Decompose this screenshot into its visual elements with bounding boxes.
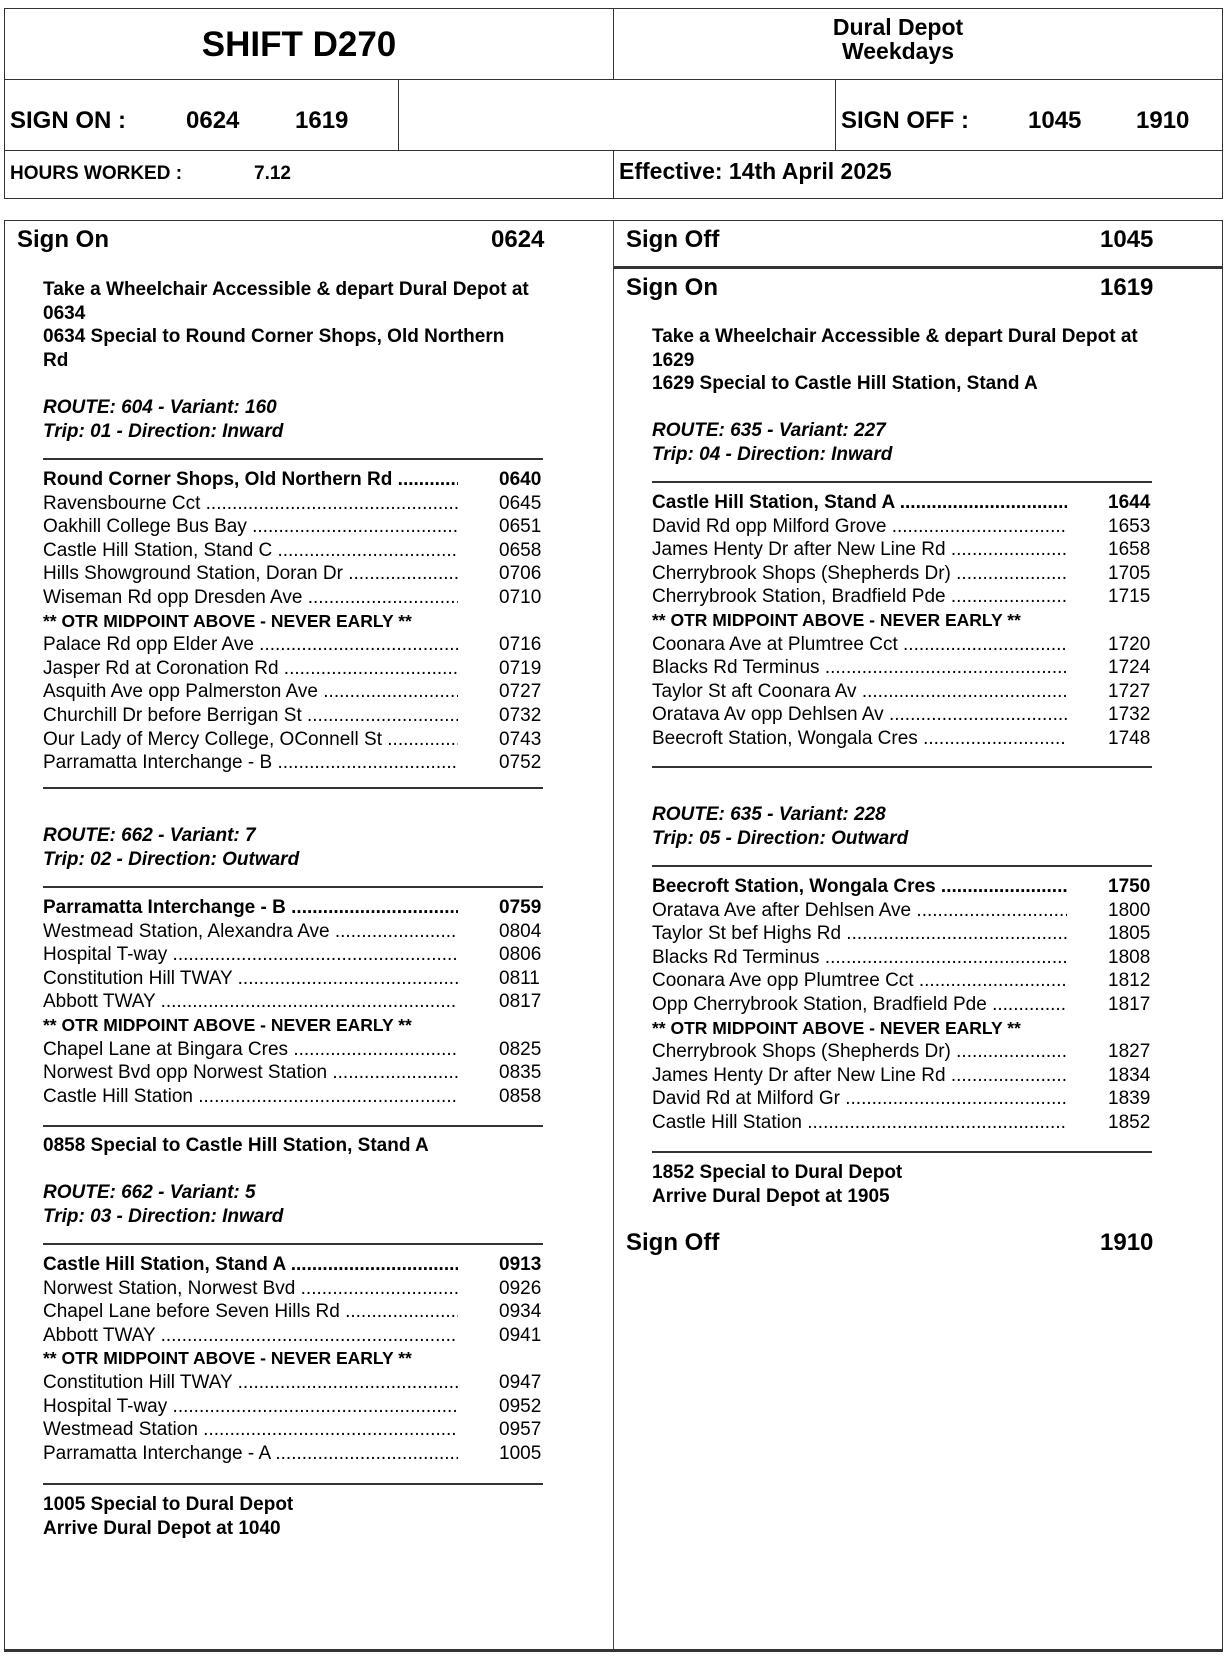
stop-time: 1808 <box>1108 946 1151 968</box>
stop-row <box>43 1371 573 1395</box>
stop-time: 1805 <box>1108 923 1151 945</box>
stop-row <box>652 538 1192 562</box>
sign-off-summary <box>835 80 1222 151</box>
intro-instructions <box>43 278 573 372</box>
stop-time: 1720 <box>1108 633 1151 655</box>
stop-row <box>43 967 573 991</box>
stop-row <box>43 492 573 516</box>
sign-on-time-1: 0624 <box>186 107 240 134</box>
stop-name: James Henty Dr after New Line Rd ..... <box>652 538 1067 562</box>
divider <box>652 481 1152 483</box>
divider <box>43 1243 543 1245</box>
stop-name: Taylor St bef Highs Rd ..... <box>652 922 1067 946</box>
stop-time: 1839 <box>1108 1088 1151 1110</box>
trip-02-end-rule <box>43 1125 573 1127</box>
otr-note-text: ** OTR MIDPOINT ABOVE - NEVER EARLY ** <box>43 1348 412 1369</box>
trip-05-after <box>652 1161 1192 1208</box>
stop-time: 0947 <box>499 1371 542 1393</box>
stop-name: Parramatta Interchange - B ..... <box>43 896 458 920</box>
stop-row <box>43 751 573 775</box>
stop-row <box>43 1253 573 1277</box>
effective-date: Effective: 14th April 2025 <box>619 158 892 184</box>
stop-time: 0858 <box>499 1085 542 1107</box>
instruction-line: 1629 Special to Castle Hill Station, Stand A <box>652 373 1038 394</box>
stop-time: 0732 <box>499 704 542 726</box>
instruction-line: 1852 Special to Dural Depot <box>652 1162 903 1183</box>
stop-time: 1658 <box>1108 539 1151 561</box>
stop-row <box>652 562 1192 586</box>
trip-03-after <box>43 1493 573 1540</box>
stop-name: Constitution Hill TWAY ..... <box>43 1371 458 1395</box>
stop-time: 1005 <box>499 1442 542 1464</box>
header-row-times <box>5 80 1222 151</box>
divider <box>43 787 543 789</box>
stop-row <box>652 899 1192 923</box>
sign-on-heading: Sign On <box>17 226 109 253</box>
stop-row <box>652 680 1192 704</box>
left-column <box>5 221 614 1649</box>
sign-on-time: 0624 <box>491 226 545 253</box>
stop-time: 0817 <box>499 991 542 1013</box>
stop-row <box>43 1038 573 1062</box>
stop-name: Abbott TWAY ..... <box>43 990 458 1014</box>
stop-time: 1732 <box>1108 704 1151 726</box>
stop-time: 1817 <box>1108 993 1151 1015</box>
sign-on-time-2: 1619 <box>295 107 349 134</box>
otr-midpoint-note <box>652 609 1192 633</box>
trip-05-stops <box>652 875 1192 1135</box>
stop-name: Westmead Station ..... <box>43 1418 458 1442</box>
stop-name: Chapel Lane at Bingara Cres ..... <box>43 1038 458 1062</box>
stop-name: Asquith Ave opp Palmerston Ave ..... <box>43 680 458 704</box>
trip-03-rule <box>43 1243 573 1245</box>
stop-row <box>43 704 573 728</box>
divider <box>43 458 543 460</box>
stop-name: Round Corner Shops, Old Northern Rd ..... <box>43 468 458 492</box>
sign-off-header <box>614 221 1222 269</box>
stop-time: 0710 <box>499 586 542 608</box>
stop-row <box>43 1324 573 1348</box>
stop-time: 0719 <box>499 657 542 679</box>
sign-on-header-2 <box>614 269 1222 309</box>
sign-on-summary <box>5 80 399 151</box>
stop-row <box>652 993 1192 1017</box>
stop-row <box>43 728 573 752</box>
otr-midpoint-note <box>43 610 573 634</box>
sign-on-time-2: 1619 <box>1100 274 1154 301</box>
stop-time: 0658 <box>499 539 542 561</box>
sign-on-header <box>5 221 613 261</box>
stop-name: Jasper Rd at Coronation Rd ..... <box>43 657 458 681</box>
trip-01-end-rule <box>43 787 573 789</box>
stop-time: 0806 <box>499 944 542 966</box>
stop-name: Hospital T-way ..... <box>43 943 458 967</box>
stop-name: Hospital T-way ..... <box>43 1395 458 1419</box>
stop-row <box>43 896 573 920</box>
stop-row <box>652 1040 1192 1064</box>
stop-row <box>43 1418 573 1442</box>
stop-time: 0743 <box>499 728 542 750</box>
instruction-line: 0634 Special to Round Corner Shops, Old Northern <box>43 326 505 347</box>
stop-row <box>652 656 1192 680</box>
stop-time: 0952 <box>499 1395 542 1417</box>
route-line: ROUTE: 635 - Variant: 227 <box>652 420 886 441</box>
sign-off-time: 1045 <box>1100 226 1154 253</box>
stop-row <box>652 1064 1192 1088</box>
stop-row <box>43 1442 573 1466</box>
trip-03 <box>43 1181 573 1228</box>
stop-time: 0957 <box>499 1419 542 1441</box>
trip-line: Trip: 02 - Direction: Outward <box>43 848 300 870</box>
stop-row <box>43 943 573 967</box>
stop-row <box>652 633 1192 657</box>
stop-row <box>652 491 1192 515</box>
stop-row <box>43 539 573 563</box>
stop-row <box>652 969 1192 993</box>
hours-worked <box>5 151 614 198</box>
hours-worked-label: HOURS WORKED : <box>10 163 183 184</box>
trip-line: Trip: 05 - Direction: Outward <box>652 827 909 849</box>
trip-04-end-rule <box>652 766 1192 768</box>
stop-time: 0752 <box>499 752 542 774</box>
stop-name: Castle Hill Station ..... <box>43 1085 458 1109</box>
stop-row <box>652 703 1192 727</box>
otr-midpoint-note <box>43 1014 573 1038</box>
stop-time: 0651 <box>499 516 542 538</box>
instruction-line: Take a Wheelchair Accessible & depart Dural Depot at <box>652 326 1138 347</box>
stop-name: Westmead Station, Alexandra Ave ..... <box>43 920 458 944</box>
header-row-title <box>5 9 1222 80</box>
stop-name: Beecroft Station, Wongala Cres ..... <box>652 727 1067 751</box>
stop-name: Our Lady of Mercy College, OConnell St ..... <box>43 728 458 752</box>
depot-name: Dural Depot <box>832 14 964 40</box>
instruction-line: 0858 Special to Castle Hill Station, Stand A <box>43 1135 429 1156</box>
sign-on-label: SIGN ON : <box>10 107 127 134</box>
stop-row <box>43 990 573 1014</box>
divider <box>652 1151 1152 1153</box>
trip-line: Trip: 03 - Direction: Inward <box>43 1205 284 1227</box>
route-line: ROUTE: 604 - Variant: 160 <box>43 397 277 418</box>
stop-time: 1705 <box>1108 562 1151 584</box>
trip-02 <box>43 824 573 871</box>
trip-line: Trip: 01 - Direction: Inward <box>43 420 284 442</box>
intro-instructions-2 <box>652 325 1192 396</box>
stop-row <box>43 680 573 704</box>
stop-name: Ravensbourne Cct ..... <box>43 492 458 516</box>
trip-01-rule <box>43 458 573 460</box>
stop-time: 1748 <box>1108 727 1151 749</box>
stop-name: Taylor St aft Coonara Av ..... <box>652 680 1067 704</box>
stop-time: 0804 <box>499 920 542 942</box>
stop-name: Oakhill College Bus Bay ..... <box>43 515 458 539</box>
stop-row <box>43 920 573 944</box>
stop-name: Coonara Ave opp Plumtree Cct ..... <box>652 969 1067 993</box>
stop-row <box>43 1061 573 1085</box>
stop-name: Beecroft Station, Wongala Cres ..... <box>652 875 1067 899</box>
instruction-line: 0634 <box>43 302 86 324</box>
route-line: ROUTE: 635 - Variant: 228 <box>652 804 886 825</box>
route-line: ROUTE: 662 - Variant: 7 <box>43 825 256 846</box>
instruction-line: Arrive Dural Depot at 1905 <box>652 1185 890 1207</box>
stop-time: 0645 <box>499 492 542 514</box>
otr-note-text: ** OTR MIDPOINT ABOVE - NEVER EARLY ** <box>43 1014 412 1035</box>
stop-time: 1750 <box>1108 876 1151 897</box>
stop-name: David Rd at Milford Gr ..... <box>652 1087 1067 1111</box>
stop-row <box>43 1300 573 1324</box>
stop-row <box>652 875 1192 899</box>
divider <box>43 886 543 888</box>
stop-time: 0825 <box>499 1038 542 1060</box>
trip-03-end-rule <box>43 1483 573 1485</box>
stop-time: 1644 <box>1108 492 1151 513</box>
stop-name: Blacks Rd Terminus ..... <box>652 656 1067 680</box>
sign-off-time-2: 1910 <box>1136 107 1190 134</box>
trip-02-rule <box>43 886 573 888</box>
sign-off-heading: Sign Off <box>626 226 720 253</box>
instruction-line: 1629 <box>652 349 695 371</box>
sign-off-label: SIGN OFF : <box>841 107 969 134</box>
trip-04 <box>652 419 1192 466</box>
sign-off-time-1: 1045 <box>1028 107 1082 134</box>
stop-name: Castle Hill Station, Stand A ..... <box>43 1253 458 1277</box>
instruction-line: Arrive Dural Depot at 1040 <box>43 1517 281 1539</box>
header-row-hours <box>5 151 1222 198</box>
stop-name: Abbott TWAY ..... <box>43 1324 458 1348</box>
stop-time: 0926 <box>499 1277 542 1299</box>
stop-time: 0716 <box>499 634 542 656</box>
sign-on-heading-2: Sign On <box>626 274 718 301</box>
instruction-line: 1005 Special to Dural Depot <box>43 1494 294 1515</box>
stop-time: 0913 <box>499 1254 542 1275</box>
stop-row <box>43 633 573 657</box>
final-sign-off-time: 1910 <box>1100 1229 1154 1256</box>
trip-04-stops <box>652 491 1192 751</box>
stop-time: 0835 <box>499 1062 542 1084</box>
divider <box>652 865 1152 867</box>
stop-row <box>43 468 573 492</box>
stop-time: 1834 <box>1108 1064 1151 1086</box>
divider <box>652 766 1152 768</box>
trip-01 <box>43 396 573 443</box>
stop-row <box>652 946 1192 970</box>
stop-row <box>43 1277 573 1301</box>
stop-row <box>43 586 573 610</box>
stop-name: Castle Hill Station, Stand C ..... <box>43 539 458 563</box>
trip-05-end-rule <box>652 1151 1192 1153</box>
otr-midpoint-note <box>652 1017 1192 1041</box>
stop-name: Cherrybrook Shops (Shepherds Dr) ..... <box>652 562 1067 586</box>
final-sign-off-label: Sign Off <box>626 1229 720 1256</box>
stop-row <box>652 1087 1192 1111</box>
stop-name: Chapel Lane before Seven Hills Rd ..... <box>43 1300 458 1324</box>
trip-line: Trip: 04 - Direction: Inward <box>652 443 893 465</box>
stop-time: 0640 <box>499 469 542 490</box>
stop-name: Palace Rd opp Elder Ave ..... <box>43 633 458 657</box>
otr-note-text: ** OTR MIDPOINT ABOVE - NEVER EARLY ** <box>43 610 412 631</box>
stop-time: 1852 <box>1108 1111 1151 1133</box>
stop-time: 0727 <box>499 681 542 703</box>
stop-time: 0811 <box>499 967 540 989</box>
stop-name: David Rd opp Milford Grove ..... <box>652 515 1067 539</box>
trip-02-stops <box>43 896 573 1108</box>
stop-name: Hills Showground Station, Doran Dr ..... <box>43 562 458 586</box>
trip-01-stops <box>43 468 573 775</box>
route-line: ROUTE: 662 - Variant: 5 <box>43 1182 256 1203</box>
stop-row <box>43 657 573 681</box>
stop-time: 1653 <box>1108 515 1151 537</box>
depot-info <box>614 9 1222 80</box>
stop-name: Parramatta Interchange - A ..... <box>43 1442 458 1466</box>
stop-row <box>43 1395 573 1419</box>
instruction-line: Take a Wheelchair Accessible & depart Dural Depot at <box>43 279 529 300</box>
hours-worked-value: 7.12 <box>254 163 291 184</box>
shift-header <box>4 8 1223 199</box>
stop-name: Oratava Ave after Dehlsen Ave ..... <box>652 899 1067 923</box>
shift-title: SHIFT D270 <box>5 9 614 80</box>
stop-time: 0934 <box>499 1301 542 1323</box>
stop-row <box>43 562 573 586</box>
stop-row <box>652 585 1192 609</box>
otr-note-text: ** OTR MIDPOINT ABOVE - NEVER EARLY ** <box>652 609 1021 630</box>
otr-note-text: ** OTR MIDPOINT ABOVE - NEVER EARLY ** <box>652 1017 1021 1038</box>
stop-name: James Henty Dr after New Line Rd ..... <box>652 1064 1067 1088</box>
stop-name: Castle Hill Station, Stand A ..... <box>652 491 1067 515</box>
day-type: Weekdays <box>841 38 955 64</box>
trip-02-after <box>43 1134 573 1158</box>
stop-name: Norwest Station, Norwest Bvd ..... <box>43 1277 458 1301</box>
divider <box>43 1483 543 1485</box>
shift-detail <box>4 220 1223 1652</box>
stop-time: 0706 <box>499 563 542 585</box>
stop-name: Parramatta Interchange - B ..... <box>43 751 458 775</box>
stop-time: 0941 <box>499 1324 542 1346</box>
stop-time: 1715 <box>1108 586 1151 608</box>
stop-name: Norwest Bvd opp Norwest Station ..... <box>43 1061 458 1085</box>
final-sign-off <box>614 1229 1222 1265</box>
stop-name: Castle Hill Station ..... <box>652 1111 1067 1135</box>
otr-midpoint-note <box>43 1347 573 1371</box>
instruction-line: Rd <box>43 349 69 371</box>
stop-name: Cherrybrook Station, Bradfield Pde ..... <box>652 585 1067 609</box>
stop-name: Opp Cherrybrook Station, Bradfield Pde ..... <box>652 993 1067 1017</box>
stop-row <box>652 1111 1192 1135</box>
stop-name: Blacks Rd Terminus ..... <box>652 946 1067 970</box>
stop-name: Oratava Av opp Dehlsen Av ..... <box>652 703 1067 727</box>
stop-row <box>43 515 573 539</box>
stop-row <box>652 515 1192 539</box>
divider <box>43 1125 543 1127</box>
trip-05-rule <box>652 865 1192 867</box>
stop-name: Wiseman Rd opp Dresden Ave ..... <box>43 586 458 610</box>
trip-04-rule <box>652 481 1192 483</box>
stop-time: 0759 <box>499 897 542 918</box>
stop-name: Churchill Dr before Berrigan St ..... <box>43 704 458 728</box>
stop-row <box>652 922 1192 946</box>
stop-time: 1727 <box>1108 680 1151 702</box>
stop-row <box>43 1085 573 1109</box>
trip-03-stops <box>43 1253 573 1465</box>
right-column <box>614 221 1222 1649</box>
stop-name: Cherrybrook Shops (Shepherds Dr) ..... <box>652 1040 1067 1064</box>
stop-row <box>652 727 1192 751</box>
stop-time: 1724 <box>1108 657 1151 679</box>
stop-time: 1812 <box>1108 970 1151 992</box>
stop-name: Constitution Hill TWAY ..... <box>43 967 458 991</box>
trip-05 <box>652 803 1192 850</box>
stop-name: Coonara Ave at Plumtree Cct ..... <box>652 633 1067 657</box>
stop-time: 1800 <box>1108 899 1151 921</box>
stop-time: 1827 <box>1108 1041 1151 1063</box>
